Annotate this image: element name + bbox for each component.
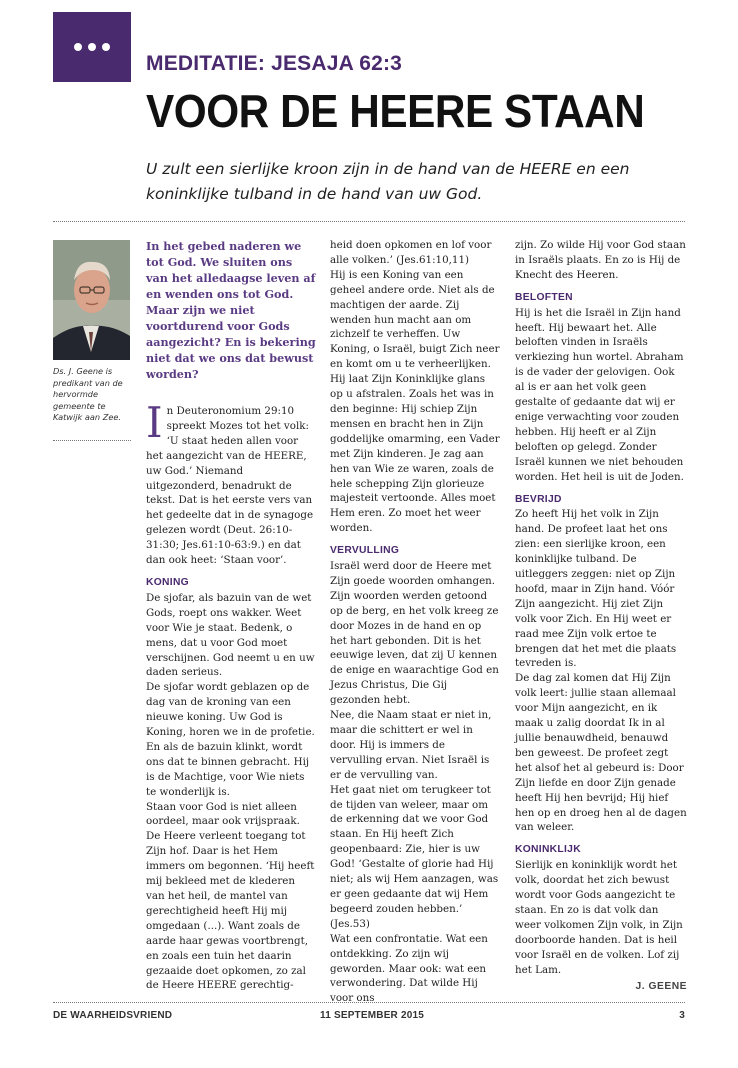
body-paragraph: Staan voor God is niet alleen oordeel, maar ook vrijspraak. De Heere verleent toegang tot Zijn hof. Daar is het Hem immers om begonnen. ‘Hij heeft mij bekleed met de klederen van het heil, de mantel van gerechtigheid heeft Hij mij omgedaan (...). Want zoals de aarde haar gewas voortbrengt, en zoals een tuin het daarin gezaaide doet opkomen, zo zal de Heere HEERE gerechtig- [146, 800, 315, 992]
article-column-2 [330, 238, 500, 1006]
body-paragraph: De sjofar wordt geblazen op de dag van de kroning van een nieuwe koning. Uw God is Koning, horen we in de profetie. En als de bazuin klinkt, wordt ons dat te binnen gebracht. Hij is de Machtige, voor Wie niets te wonderlijk is. [146, 681, 315, 798]
body-paragraph: heid doen opkomen en lof voor alle volken.’ (Jes.61:10,11) [330, 239, 492, 266]
subheading-bevrijd: BEVRIJD [515, 493, 562, 505]
subheading-koning: KONING [146, 576, 189, 588]
author-signature: J. GEENE [635, 980, 687, 992]
subheading-beloften: BELOFTEN [515, 291, 573, 303]
page-number: 3 [679, 1010, 685, 1021]
body-paragraph: Nee, die Naam staat er niet in, maar die schittert er wel in door. Hij is immers de vervulling ervan. Niet Israël is er de vervulling van. [330, 709, 492, 781]
body-paragraph: Sierlijk en koninklijk wordt het volk, doordat het zich bewust wordt voor Gods aangezicht te staan. En zo is dat volk dan weer volkomen Zijn volk, in Zijn doorboorde handen. Dat is heil voor Israël en de volken. Lof zij het Lam. [515, 859, 683, 976]
footer-publication: DE WAARHEIDSVRIEND [53, 1010, 173, 1021]
caption-divider [53, 440, 131, 441]
body-paragraph: De sjofar, als bazuin van de wet Gods, roept ons wakker. Weet voor Wie je staat. Bedenk, o mens, dat u voor God moet verschijnen. God neemt u en uw daden serieus. [146, 591, 315, 679]
page-title: VOOR DE HEERE STAAN [146, 85, 645, 137]
section-badge [53, 12, 131, 82]
photo-caption: Ds. J. Geene is predikant van de hervormde gemeente te Katwijk aan Zee. [53, 366, 123, 422]
body-paragraph: Hij is het die Israël in Zijn hand heeft. Hij bewaart het. Alle beloften vinden in Israëls verkiezing hun wortel. Abraham is de vader der gelovigen. Ook al is er aan het volk geen gestalte of gedaante dat wij er enige verwachting voor zouden hebben. Hij heeft er al Zijn beloften op gelegd. Zonder Israël kunnen we niet behouden worden. Het heil is uit de Joden. [515, 306, 684, 483]
body-paragraph [146, 398, 316, 568]
article-column-3 [515, 238, 687, 994]
subheading-vervulling: VERVULLING [330, 545, 400, 557]
footer-date: 11 SEPTEMBER 2015 [320, 1010, 425, 1021]
subheading-koninklijk: KONINKLIJK [515, 844, 581, 856]
drop-cap: I [146, 398, 163, 447]
ellipsis-icon [74, 43, 110, 51]
body-paragraph: De dag zal komen dat Hij Zijn volk leert: jullie staan allemaal voor Mijn aangezicht, en ik maak u zalig doordat Ik in al jullie benauwdheid, benauwd ben geweest. De profeet zegt het alsof het al gebeurd is: Door Zijn liefde en door Zijn genade heeft Hij hen bevrijd; Hij hief hen op en droeg hen al de dagen van weleer. [515, 672, 687, 834]
body-paragraph: zijn. Zo wilde Hij voor God staan in Israëls plaats. En zo is Hij de Knecht des Heeren. [515, 239, 686, 281]
article-column-1 [146, 238, 316, 993]
intro-paragraph: In het gebed naderen we tot God. We sluiten ons van het alledaagse leven af en wenden ons tot God. Maar zijn we niet voortdurend voor Gods aangezicht? En is bekering niet dat we ons dat bewust worden? [146, 239, 316, 381]
author-photo [53, 240, 130, 360]
body-paragraph: Israël werd door de Heere met Zijn goede woorden omhangen. Zijn woorden werden getoond op de berg, en het volk kreeg ze door Mozes in de hand en op het hart gebonden. Dit is het eeuwige leven, dat zij U kennen de enige en waarachtige God en Jezus Christus, Die Gij gezonden hebt. [330, 560, 499, 707]
footer-divider [53, 1002, 685, 1003]
section-kicker: MEDITATIE: JESAJA 62:3 [146, 52, 403, 75]
body-paragraph: Zo heeft Hij het volk in Zijn hand. De profeet laat het ons zien: een sierlijke kroon, een koninklijke tulband. De uitleggers zeggen: niet op Zijn hoofd, maar in Zijn hand. Vóór Zijn aangezicht. Hij ziet Zijn volk voor Zich. En Hij weet er raad mee Zijn volk ertoe te brengen dat het met die plaats tevreden is. [515, 508, 677, 670]
top-divider [53, 221, 685, 222]
lead-quote: U zult een sierlijke kroon zijn in de hand van de HEERE en een koninklijke tulband in de hand van uw God. [146, 160, 630, 203]
body-paragraph: Wat een confrontatie. Wat een ontdekking. Zo zijn wij geworden. Maar ook: wat een verwondering. Dat wilde Hij voor ons [330, 932, 488, 1005]
body-text: n Deuteronomium 29:10 spreekt Mozes tot het volk: ‘U staat heden allen voor het aangezicht van de HEERE, uw God.’ Niemand uitgezonderd, benadrukt de tekst. Dat is het eerste vers van het gedeelte dat in de synagoge gelezen wordt (Deut. 26:10-31:30; Jes.61:10-63:9.) en dat dan ook heet: ‘Staan voor’. [146, 405, 314, 567]
body-paragraph: Het gaat niet om terugkeer tot de tijden van weleer, maar om de erkenning dat we voor God staan. En Hij heeft Zich geopenbaard: Zie, hier is uw God! ‘Gestalte of glorie had Hij niet; als wij Hem aanzagen, was er geen gedaante dat wij Hem begeerd zouden hebben.’ (Jes.53) [330, 783, 499, 930]
body-paragraph: Hij is een Koning van een geheel andere orde. Niet als de machtigen der aarde. Zij wenden hun macht aan om zichzelf te verheffen. Uw Koning, o Israël, buigt Zich neer en komt om u te verheerlijken. Hij laat Zijn Koninklijke glans op u afstralen. Zoals het was in den beginne: Hij schiep Zijn mensen en bracht hen in Zijn goddelijke omarming, een Vader met Zijn kinderen. Je zag aan hen van Wie ze waren, zoals de hele schepping Zijn glorieuze majesteit vertoonde. Alles moet Hem eren. Zo moet het weer worden. [330, 268, 500, 535]
